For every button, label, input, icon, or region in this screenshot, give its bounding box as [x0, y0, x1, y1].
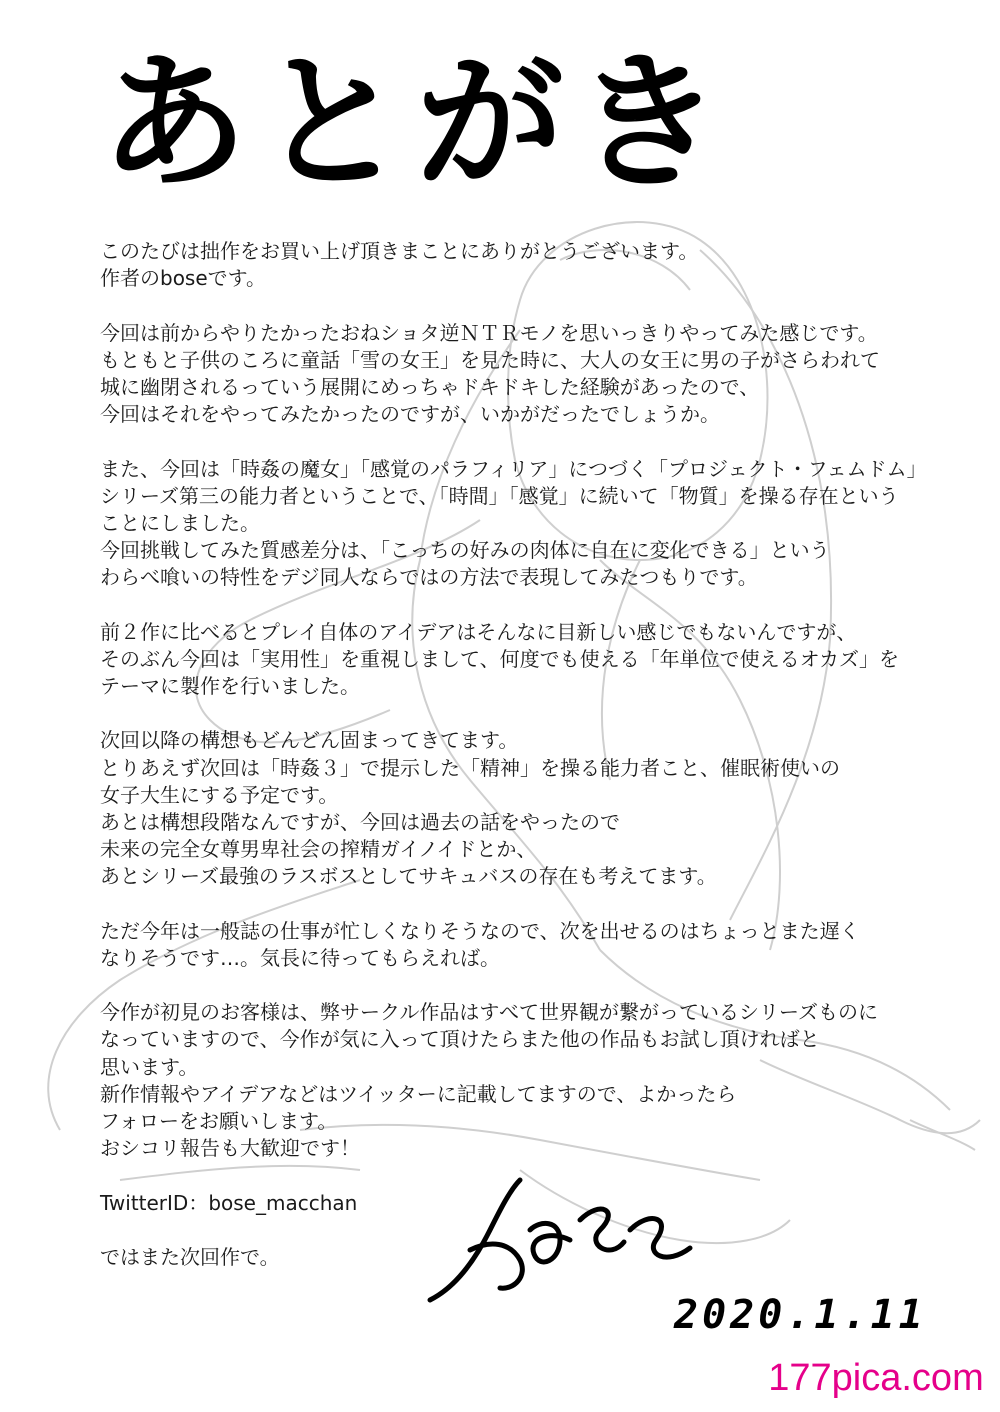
text-line: テーマに製作を行いました。	[100, 674, 360, 698]
paragraph-gap	[100, 972, 960, 999]
page-title: あとがき	[100, 37, 732, 209]
text-line: なっていますので、今作が気に入って頂けたらまた他の作品もお試し頂ければと	[100, 1027, 820, 1052]
paragraph-gap	[100, 292, 960, 319]
watermark: 177pica.com	[752, 1344, 1000, 1412]
text-line: あとは構想段階なんですが、今回は過去の話をやったので	[100, 809, 620, 834]
date: 2020.1.11	[674, 1292, 927, 1338]
text-line: とりあえず次回は「時姦３」で提示した「精神」を操る能力者こと、催眠術使いの	[100, 755, 840, 780]
text-line: ただ今年は一般誌の仕事が忙しくなりそうなので、次を出せるのはちょっとまた遅く	[100, 918, 860, 943]
text-line: もともと子供のころに童話「雪の女王」を見た時に、大人の女王に男の子がさらわれて	[100, 347, 880, 372]
text-line: 今回はそれをやってみたかったのですが、いかがだったでしょうか。	[100, 402, 720, 427]
paragraph	[100, 320, 960, 429]
text-line: TwitterID：bose_macchan	[100, 1190, 358, 1215]
text-line: あとシリーズ最強のラスボスとしてサキュバスの存在も考えてます。	[100, 864, 717, 889]
paragraph	[100, 238, 960, 292]
text-line: ことにしました。	[100, 510, 260, 535]
text-line: 次回以降の構想もどんどん固まってきてます。	[100, 728, 519, 753]
text-line: わらべ喰いの特性をデジ同人ならではの方法で表現してみたつもりです。	[100, 565, 758, 590]
paragraph	[100, 999, 960, 1162]
text-line: 前２作に比べるとプレイ自体のアイデアはそんなに目新しい感じでもないんですが、	[100, 619, 857, 644]
text-line: ではまた次回作で。	[100, 1244, 280, 1269]
paragraph	[100, 456, 960, 592]
text-line: シリーズ第三の能力者ということで、「時間」「感覚」に続いて「物質」を操る存在という	[100, 483, 899, 508]
paragraph-gap	[100, 428, 960, 455]
text-line: 女子大生にする予定です。	[100, 782, 339, 807]
text-line: 作者のboseです。	[100, 266, 267, 291]
text-line: また、今回は「時姦の魔女」「感覚のパラフィリア」につづく「プロジェクト・フェムドム」	[100, 456, 927, 481]
text-line: おシコリ報告も大歓迎です！	[100, 1136, 360, 1161]
text-line: 未来の完全女尊男卑社会の搾精ガイノイドとか、	[100, 837, 537, 862]
text-line: そのぶん今回は「実用性」を重視しまして、何度でも使える「年単位で使えるオカズ」を	[100, 646, 899, 671]
paragraph	[100, 918, 960, 972]
paragraph	[100, 727, 960, 890]
signature	[410, 1170, 710, 1330]
text-line: 思います。	[100, 1054, 199, 1079]
afterword-body	[100, 238, 960, 1271]
text-line: このたびは拙作をお買い上げ頂きまことにありがとうございます。	[100, 239, 699, 263]
text-line: 今回は前からやりたかったおねショタ逆ＮＴＲモノを思いっきりやってみた感じです。	[100, 320, 878, 345]
paragraph-gap	[100, 591, 960, 618]
text-line: 城に幽閉されるっていう展開にめっちゃドキドキした経験があったので、	[100, 374, 760, 399]
text-line: なりそうです…。気長に待ってもらえれば。	[100, 945, 500, 970]
text-line: 新作情報やアイデアなどはツイッターに記載してますので、よかったら	[100, 1081, 737, 1106]
text-line: 今回挑戦してみた質感差分は、「こっちの好みの肉体に自在に変化できる」という	[100, 538, 830, 563]
paragraph	[100, 619, 960, 701]
text-line: フォローをお願いします。	[100, 1109, 338, 1133]
paragraph-gap	[100, 891, 960, 918]
text-line: 今作が初見のお客様は、弊サークル作品はすべて世界観が繋がっているシリーズものに	[100, 1000, 878, 1025]
paragraph-gap	[100, 700, 960, 727]
